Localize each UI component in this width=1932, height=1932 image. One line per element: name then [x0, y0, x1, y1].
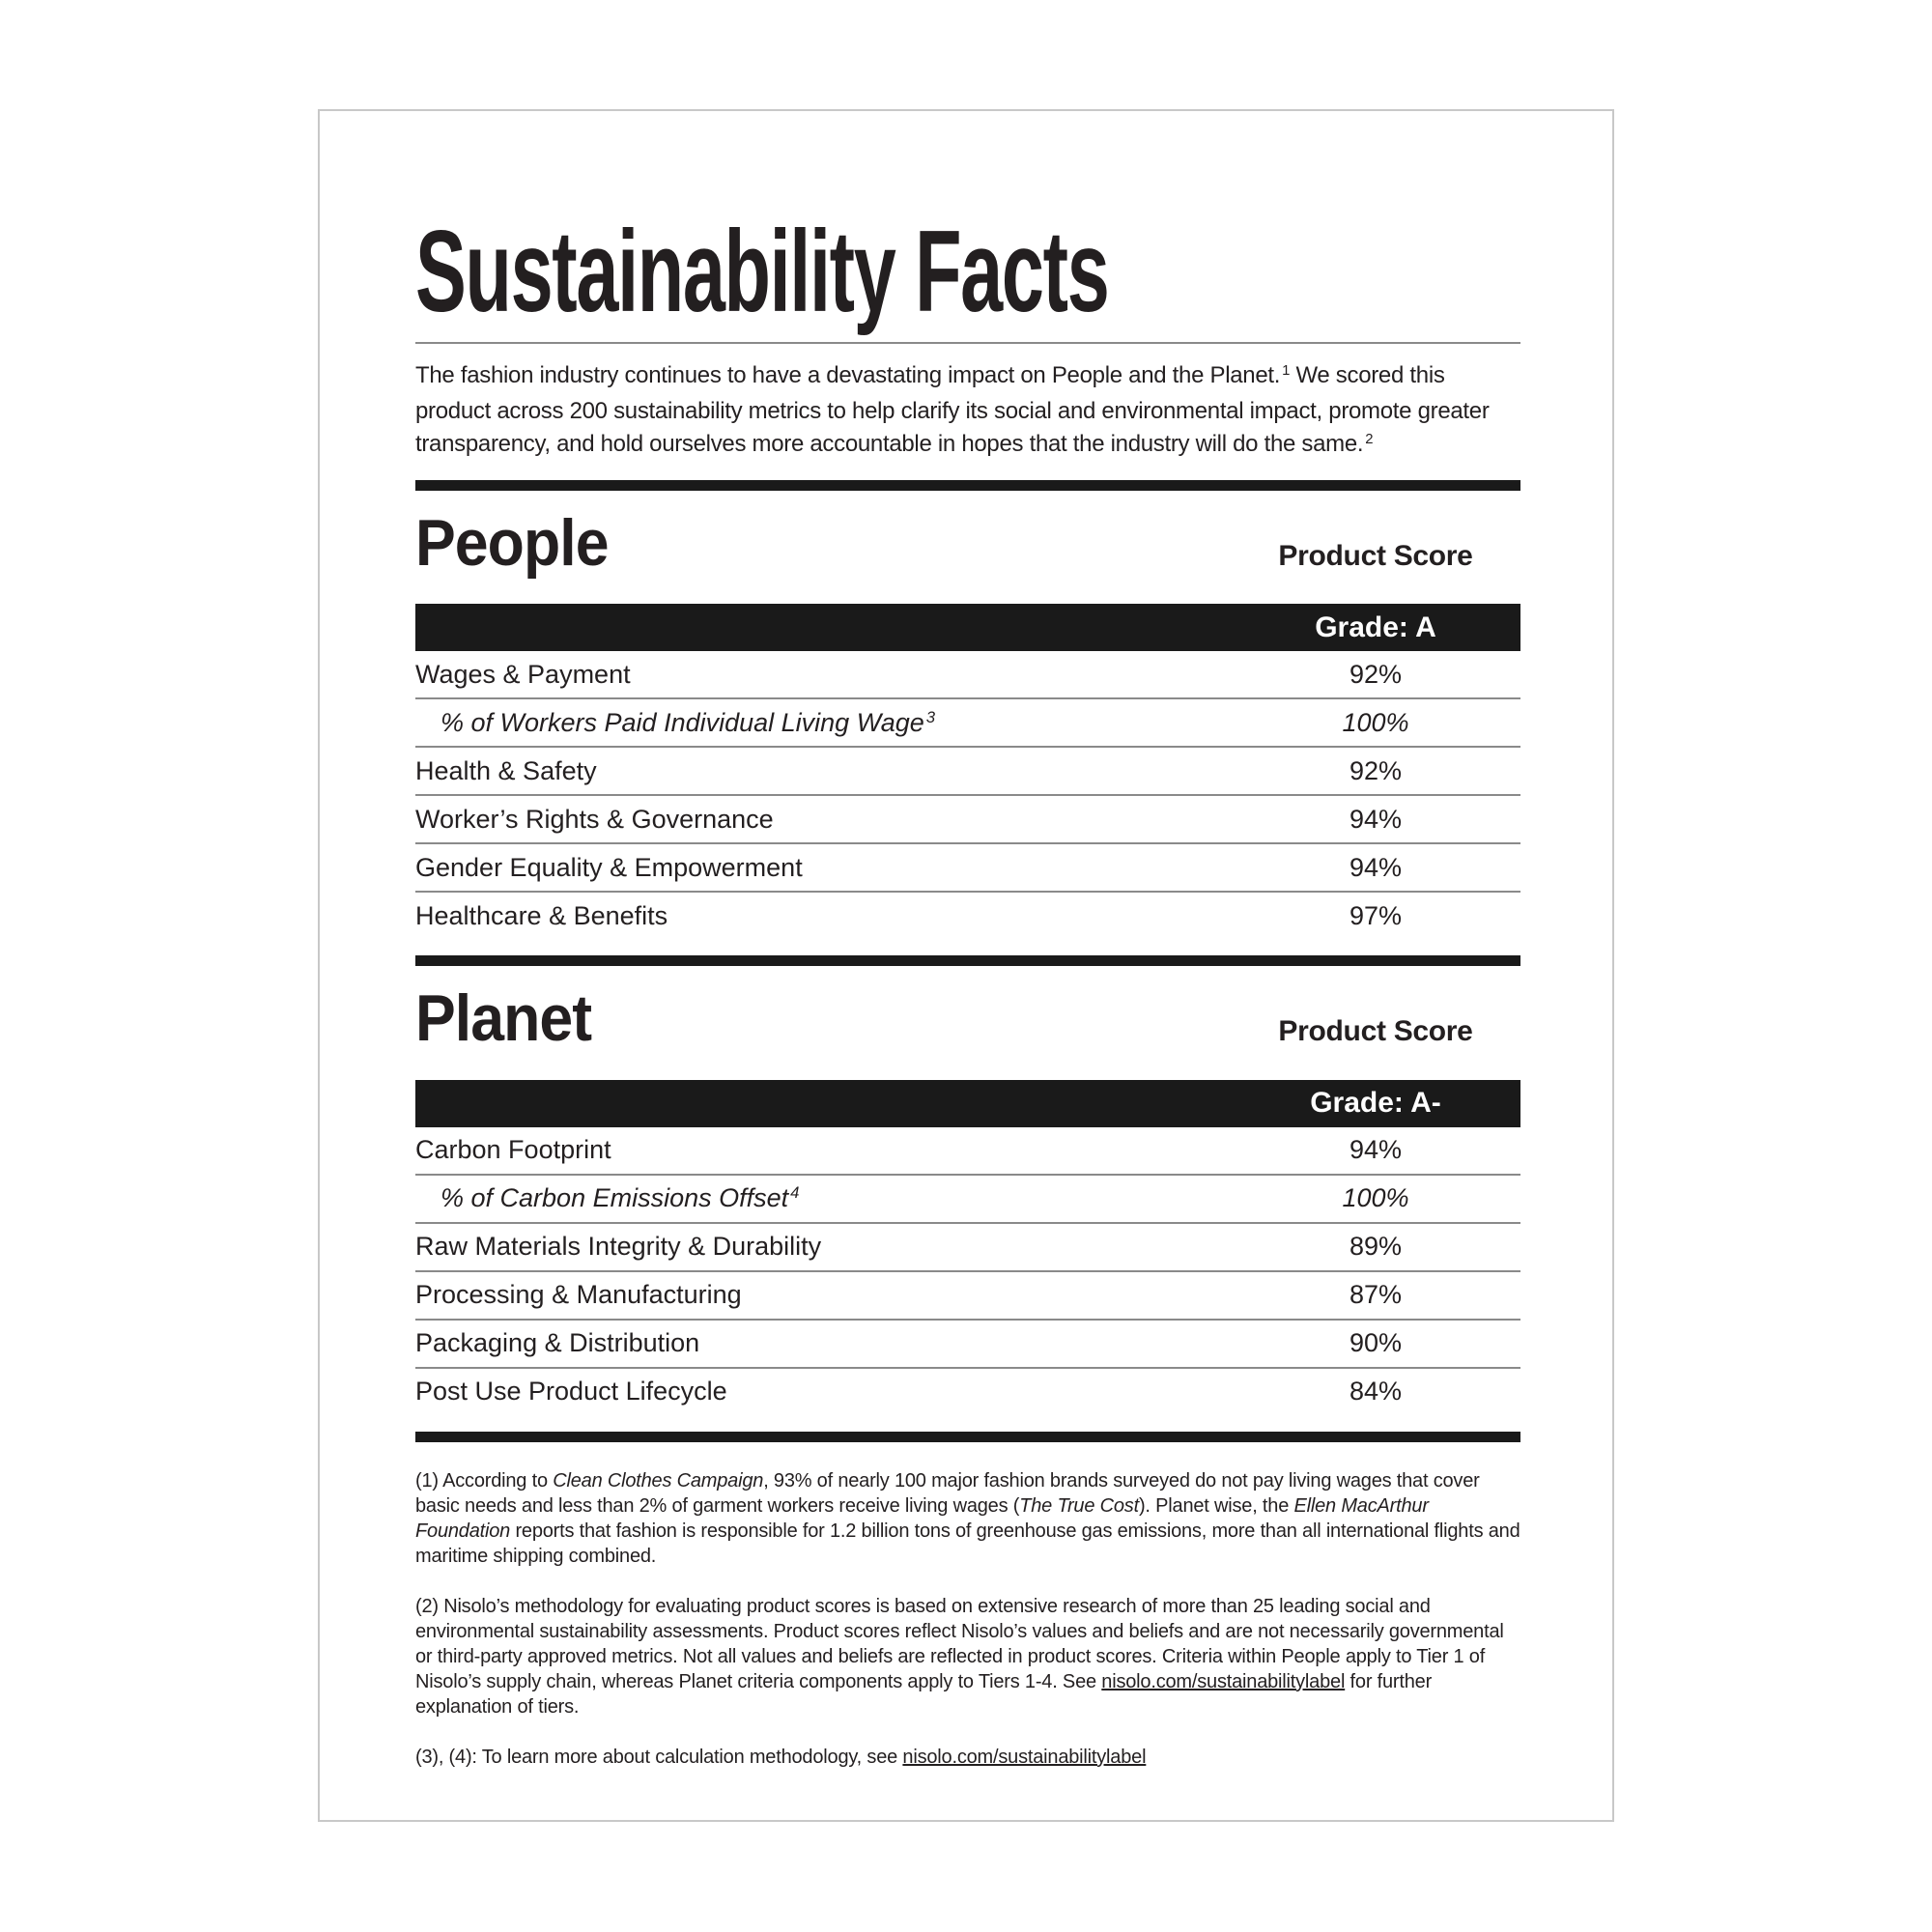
footnote-ref: 3	[925, 707, 936, 726]
text-segment: Ellen MacArthur Foundation	[415, 1494, 1429, 1542]
section-divider	[415, 955, 1520, 966]
people-product-score-header: Product Score	[1278, 540, 1473, 572]
people-section-title: People	[415, 506, 609, 580]
metric-label: Health & Safety	[415, 755, 597, 785]
planet-product-score-header: Product Score	[1278, 1015, 1473, 1048]
people-metrics-table	[415, 651, 1520, 939]
table-row	[415, 1272, 1520, 1321]
text-segment: (1) According to	[415, 1469, 554, 1492]
table-row	[415, 651, 1520, 699]
people-grade-bar	[415, 604, 1520, 651]
table-row	[415, 1321, 1520, 1369]
table-row	[415, 1369, 1520, 1415]
table-row	[415, 748, 1520, 796]
intro-paragraph	[415, 359, 1520, 464]
text-segment: We scored this product across 200 sustainability metrics to help clarify its social and environmental impact, promote greater transparency, and hold ourselves more accountable in hopes that the industry will do the same.	[415, 362, 1490, 457]
text-segment: (2) Nisolo’s methodology for evaluating product scores is based on extensive research of more than 25 leading social and environmental sustainability assessments. Product scores reflect Nisolo’s values and beliefs and are not necessarily governmental or third-party approved metrics. Not all values and beliefs are reflected in product scores. Criteria within People apply to Tier 1 of Nisolo’s supply chain, whereas Planet criteria components apply to Tiers 1-4. See	[415, 1595, 1504, 1692]
score-value: 94%	[1349, 1135, 1403, 1165]
planet-grade-bar	[415, 1080, 1520, 1127]
footnote-ref: 1	[1282, 362, 1291, 379]
score-value: 100%	[1342, 1183, 1409, 1213]
text-segment: reports that fashion is responsible for 1.2 billion tons of greenhouse gas emissions, more than all international flights and maritime shipping combined.	[415, 1520, 1520, 1567]
sustainability-label-link[interactable]: nisolo.com/sustainabilitylabel	[1101, 1670, 1346, 1692]
score-value: 90%	[1349, 1328, 1403, 1358]
table-row	[415, 796, 1520, 844]
section-divider	[415, 480, 1520, 491]
people-section-header	[415, 506, 1520, 580]
metric-label: Carbon Footprint	[415, 1135, 611, 1165]
planet-grade-value: Grade: A-	[1310, 1087, 1441, 1120]
metric-label: Wages & Payment	[415, 659, 631, 689]
footnote-1	[415, 1468, 1520, 1569]
table-row	[415, 893, 1520, 939]
page-content	[320, 207, 1612, 1770]
text-segment: , 93% of nearly 100 major fashion brands surveyed do not pay living wages that cover basic needs and less than 2% of garment workers receive living wages (	[415, 1469, 1480, 1517]
score-value: 94%	[1349, 804, 1403, 834]
text-segment: ). Planet wise, the	[1138, 1494, 1294, 1517]
table-row	[415, 699, 1520, 748]
footnotes	[415, 1468, 1520, 1770]
metric-label: Healthcare & Benefits	[415, 900, 668, 930]
sustainability-label-link[interactable]: nisolo.com/sustainabilitylabel	[902, 1746, 1147, 1768]
title-divider	[415, 342, 1520, 344]
page-title: Sustainability Facts	[415, 207, 1109, 336]
metric-label: % of Workers Paid Individual Living Wage $^3$	[440, 707, 936, 737]
score-value: 92%	[1349, 659, 1403, 689]
text-segment: The True Cost	[1019, 1494, 1139, 1517]
footnote-3	[415, 1745, 1520, 1770]
score-value: 97%	[1349, 900, 1403, 930]
metric-label: Processing & Manufacturing	[415, 1280, 742, 1310]
footnote-ref: 4	[790, 1183, 800, 1203]
footnote-2	[415, 1594, 1520, 1719]
table-row	[415, 1176, 1520, 1224]
score-value: 87%	[1349, 1280, 1403, 1310]
text-segment: (3), (4): To learn more about calculation methodology, see	[415, 1746, 903, 1768]
table-row	[415, 1224, 1520, 1272]
footnote-ref: 2	[1365, 431, 1374, 447]
score-value: 89%	[1349, 1232, 1403, 1262]
section-divider	[415, 1432, 1520, 1442]
metric-label: Raw Materials Integrity & Durability	[415, 1232, 822, 1262]
text-segment: Clean Clothes Campaign	[553, 1469, 764, 1492]
planet-metrics-table	[415, 1127, 1520, 1415]
score-value: 100%	[1342, 707, 1409, 737]
metric-label: Gender Equality & Empowerment	[415, 852, 803, 882]
score-value: 94%	[1349, 852, 1403, 882]
metric-label: % of Carbon Emissions Offset $^4$	[440, 1183, 800, 1213]
table-row	[415, 844, 1520, 893]
metric-label: Worker’s Rights & Governance	[415, 804, 774, 834]
table-row	[415, 1127, 1520, 1176]
metric-label: Packaging & Distribution	[415, 1328, 700, 1358]
score-value: 92%	[1349, 755, 1403, 785]
people-grade-value: Grade: A	[1315, 611, 1436, 643]
text-segment: for further explanation of tiers.	[415, 1670, 1433, 1718]
text-segment: The fashion industry continues to have a devastating impact on People and the Planet.	[415, 362, 1281, 388]
planet-section-title: Planet	[415, 981, 592, 1056]
planet-section-header	[415, 981, 1520, 1056]
score-value: 84%	[1349, 1377, 1403, 1406]
metric-label: Post Use Product Lifecycle	[415, 1377, 727, 1406]
sustainability-label-page	[318, 109, 1614, 1822]
